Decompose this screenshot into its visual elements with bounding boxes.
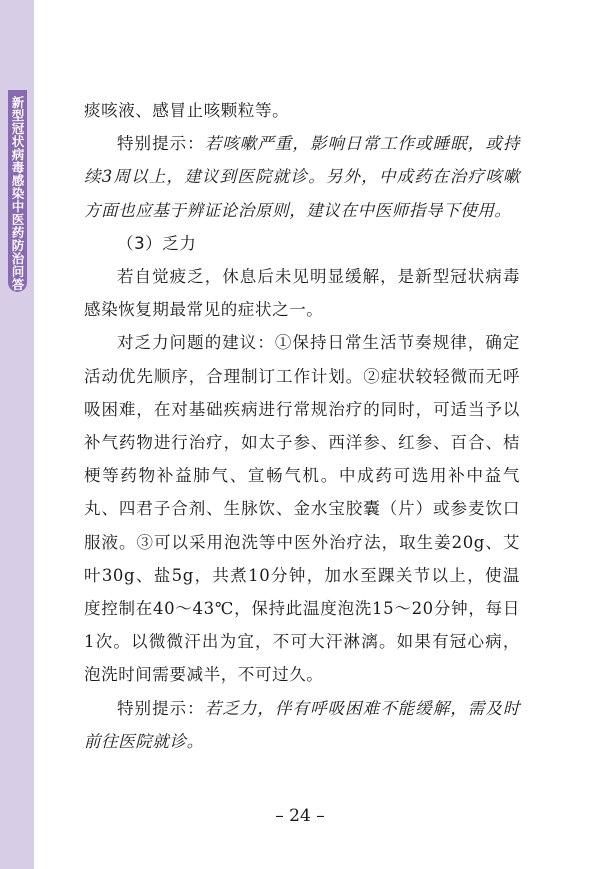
side-tab-label: 新型冠状病毒感染中医药防治问答 <box>10 96 25 291</box>
side-tab-marker <box>8 90 27 292</box>
page-content <box>84 94 520 758</box>
paragraph-fatigue-advice: 对乏力问题的建议：①保持日常生活节奏规律，确定活动优先顺序，合理制订工作计划。②症状较轻微而无呼吸困难，在对基础疾病进行常规治疗的同时，可适当予以补气药物进行治疗，如太子参、西洋参、红参、百合、桔梗等药物补益肺气、宣畅气机。中成药可选用补中益气丸、四君子合剂、生脉饮、金水宝胶囊（片）或参麦饮口服液。③可以采用泡洗等中医外治疗法，取生姜20g、艾叶30g、盐5g，共煮10分钟，加水至踝关节以上，使温度控制在40～43℃，保持此温度泡洗15～20分钟，每日1次。以微微汗出为宜，不可大汗淋漓。如果有冠心病，泡洗时间需要减半，不可过久。 <box>84 333 520 685</box>
special-note-label: 特别提示： <box>117 134 205 154</box>
side-tab <box>0 0 34 869</box>
special-note-fatigue <box>84 692 520 758</box>
paragraph-fatigue-intro: 若自觉疲乏，休息后未见明显缓解，是新型冠状病毒感染恢复期最常见的症状之一。 <box>84 267 520 320</box>
page-number: – 24 – <box>275 806 325 826</box>
section-heading-fatigue: （3）乏力 <box>117 233 197 253</box>
special-note-label: 特别提示： <box>117 698 205 718</box>
special-note-text: 若乏力，伴有呼吸困难不能缓解，需及时前往医院就诊。 <box>84 698 520 751</box>
paragraph-continuation: 痰咳液、感冒止咳颗粒等。 <box>84 101 290 120</box>
special-note-cough <box>84 127 520 227</box>
special-note-text: 若咳嗽严重，影响日常工作或睡眠，或持续3周以上，建议到医院就诊。另外，中成药在治疗咳嗽方面也应基于辨证论治原则，建议在中医师指导下使用。 <box>84 134 520 220</box>
